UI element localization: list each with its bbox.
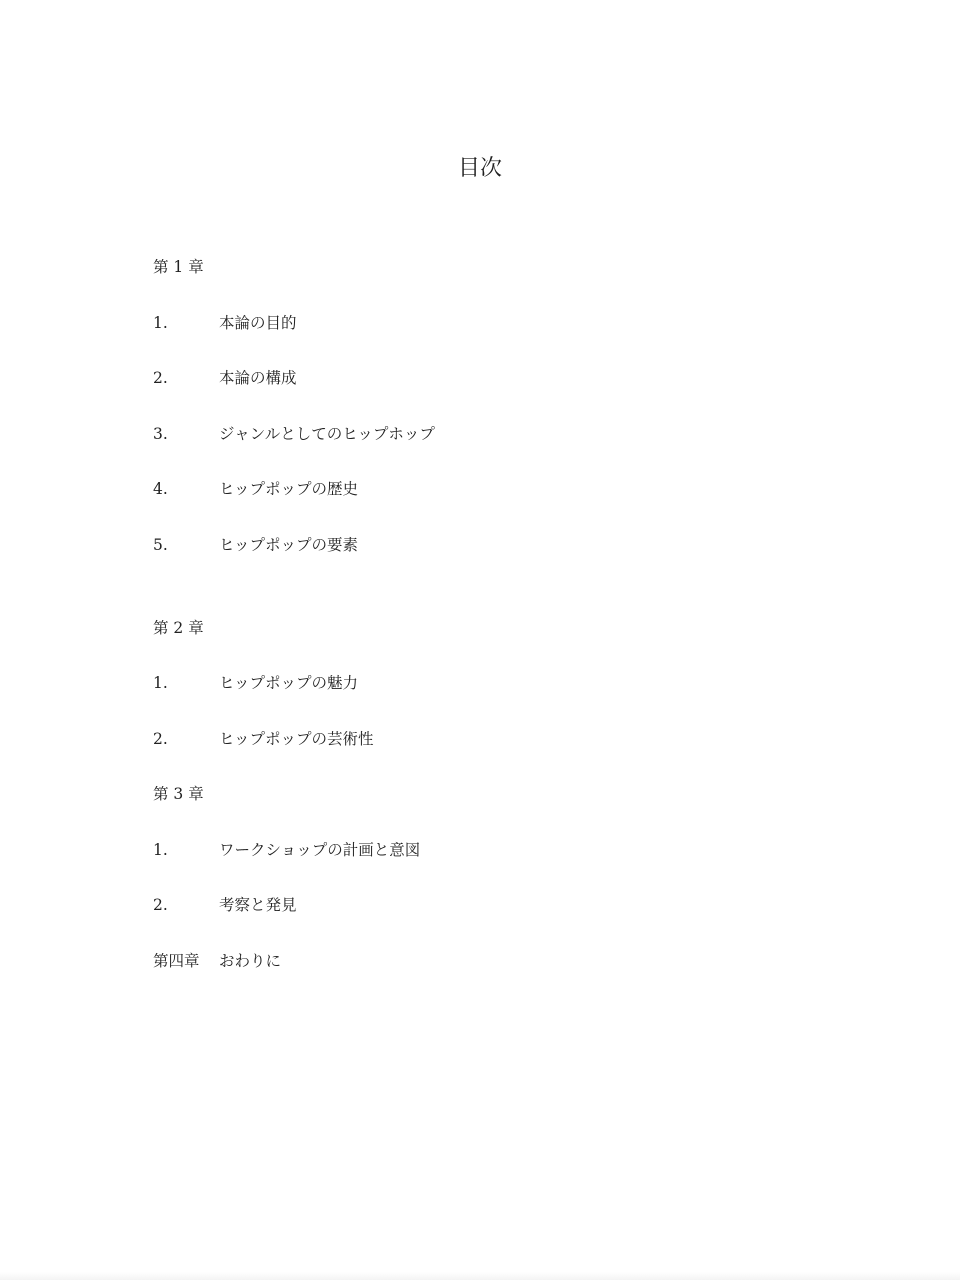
toc-entry-number: 2. — [153, 730, 168, 748]
chapter-4-label: おわりに — [219, 952, 282, 970]
toc-entry-label: 考察と発見 — [219, 896, 297, 914]
chapter-heading-text: 第四章 — [153, 952, 200, 970]
chapter-heading-text: 第 2 章 — [153, 619, 204, 637]
toc-entry-number: 1. — [153, 314, 168, 332]
toc-entry-label: ワークショップの計画と意図 — [219, 841, 421, 859]
toc-entry-number: 2. — [153, 896, 168, 914]
page-bottom-edge — [0, 1272, 960, 1280]
toc-entry-label: ヒップポップの魅力 — [219, 674, 359, 692]
toc-entry-label: 本論の構成 — [219, 369, 297, 387]
toc-entry-label: ヒップポップの芸術性 — [219, 730, 374, 748]
toc-entry-number: 1. — [153, 674, 168, 692]
toc-entry-number: 4. — [153, 480, 168, 498]
toc-entry-number: 5. — [153, 536, 168, 554]
toc-entry-label: ヒップポップの歴史 — [219, 480, 359, 498]
chapter-heading-text: 第 1 章 — [153, 258, 204, 276]
toc-title: 目次 — [457, 156, 502, 181]
toc-entry-number: 2. — [153, 369, 168, 387]
toc-entry-label: ヒップポップの要素 — [219, 536, 359, 554]
chapter-heading-text: 第 3 章 — [153, 785, 204, 803]
toc-entry-label: 本論の目的 — [219, 314, 297, 332]
toc-entry-label: ジャンルとしてのヒップホップ — [219, 425, 435, 443]
toc-entry-number: 1. — [153, 841, 168, 859]
toc-entry-number: 3. — [153, 425, 168, 443]
